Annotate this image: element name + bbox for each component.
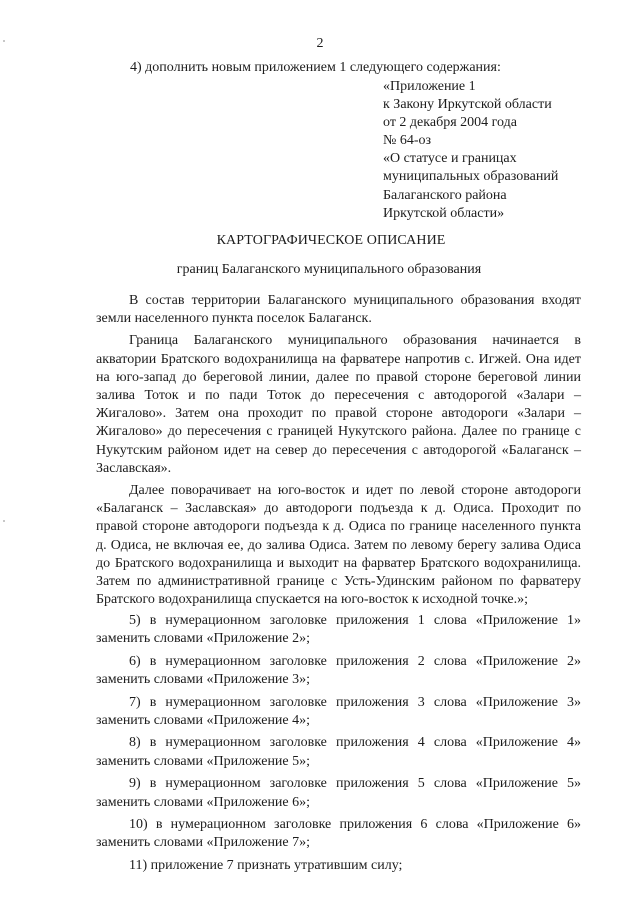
list-item: 6) в нумерационном заголовке приложения 2 слова «Приложение 2» заменить словами «Приложение 3»;	[96, 653, 581, 688]
paragraph: Далее поворачивает на юго-восток и идет по левой стороне автодороги «Балаганск – Заславская» до автодороги подъезда к д. Одиса. Проходит по правой стороне автодороги подъезда к д. Одиса по границе населенного пункта д. Одиса, не включая ее, до залива Одиса. Затем по левому берегу залива Одиса до Братского водохранилища и выходит на фарватер Братского водохранилища. Затем по административной границе с Усть-Удинским районом по фарватеру Братского водохранилища спускается на юго-восток к исходной точке.»;	[96, 483, 581, 608]
list-item: 5) в нумерационном заголовке приложения 1 слова «Приложение 1» заменить словами «Приложение 2»;	[96, 613, 581, 647]
list-item: 8) в нумерационном заголовке приложения 4 слова «Приложение 4» заменить словами «Приложение 5»;	[96, 735, 581, 769]
document-title: КАРТОГРАФИЧЕСКОЕ ОПИСАНИЕ	[216, 233, 446, 248]
paragraph: В состав территории Балаганского муниципального образования входят земли населенного пункта поселок Балаганск.	[96, 293, 581, 327]
header-line: к Закону Иркутской области	[383, 97, 552, 113]
document-subtitle: границ Балаганского муниципального образования	[176, 262, 482, 277]
header-line: Иркутской области»	[383, 205, 505, 221]
header-line: от 2 декабря 2004 года	[383, 115, 517, 131]
header-line: № 64-оз	[383, 133, 432, 149]
header-line: Балаганского района	[383, 187, 507, 203]
description-body	[96, 292, 581, 613]
list-item: 10) в нумерационном заголовке приложения 6 слова «Приложение 6» заменить словами «Приложение 7»;	[96, 817, 581, 851]
list-item: 9) в нумерационном заголовке приложения 5 слова «Приложение 5» заменить словами «Приложение 6»;	[96, 776, 581, 810]
list-item: 11) приложение 7 признать утратившим силу;	[129, 857, 403, 873]
header-line: «О статусе и границах	[383, 151, 517, 167]
header-line: муниципальных образований	[383, 169, 559, 185]
margin-mark	[3, 520, 5, 522]
amendment-list	[96, 612, 581, 879]
list-item: 7) в нумерационном заголовке приложения 3 слова «Приложение 3» заменить словами «Приложение 4»;	[96, 694, 581, 729]
intro-line: 4) дополнить новым приложением 1 следующего содержания:	[130, 60, 501, 75]
paragraph: Граница Балаганского муниципального образования начинается в акватории Братского водохранилища на фарватере напротив с. Игжей. Она идет на юго-запад до береговой линии, далее по правой стороне береговой линии залива Тоток и по пади Тоток до пересечения с автодорогой «Залари – Жигалово». Затем она проходит по правой стороне автодороги «Залари – Жигалово» до пересечения с границей Нукутского района. Далее по границе с Нукутским районом идет на север до пересечения с автодорогой «Балаганск – Заславская».	[96, 333, 581, 476]
appendix-header	[383, 78, 558, 223]
page-number: 2	[316, 36, 324, 51]
header-line: «Приложение 1	[383, 79, 476, 94]
